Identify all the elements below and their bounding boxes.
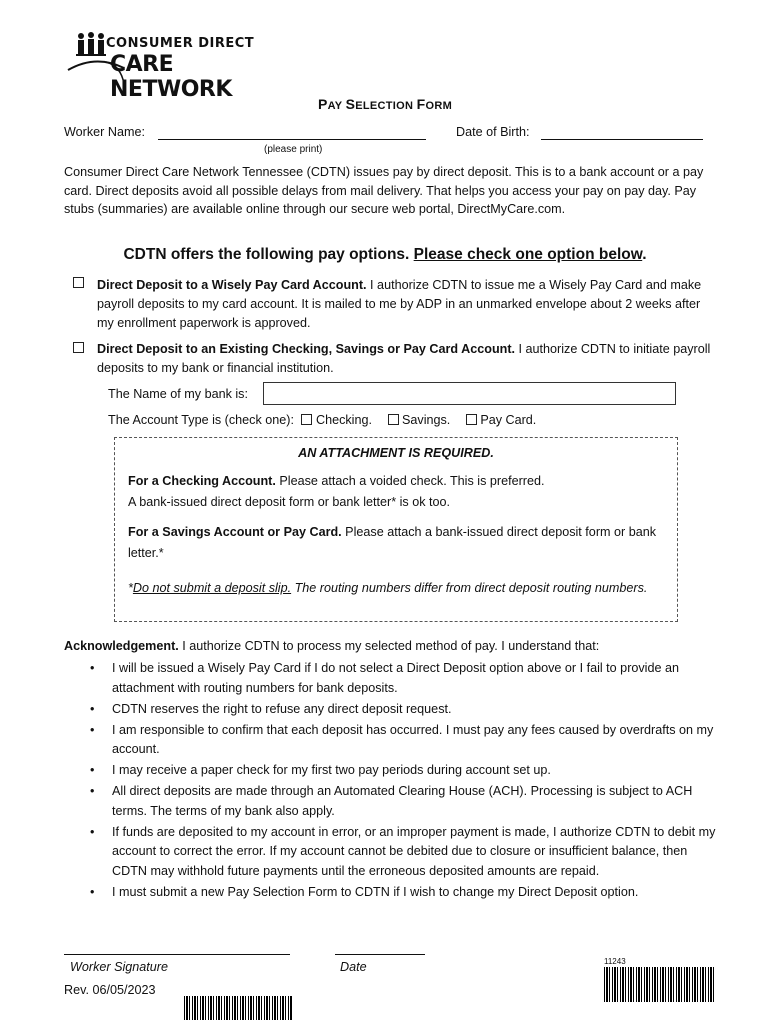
dob-field[interactable] [541, 124, 703, 140]
bank-name-input[interactable] [263, 382, 676, 405]
worker-name-label: Worker Name: [64, 125, 145, 139]
acknowledgement-list [64, 659, 716, 902]
page-title: PAY SELECTION FORM [317, 96, 453, 112]
savings-label: Savings. [402, 413, 451, 427]
bank-name-label: The Name of my bank is: [108, 387, 248, 401]
account-type-row [108, 411, 728, 430]
please-print-note: (please print) [264, 144, 323, 155]
deposit-slip-note: *Do not submit a deposit slip. The routing numbers differ from direct deposit routing numbers. [128, 581, 648, 595]
list-item: • All direct deposits are made through an Automated Clearing House (ACH). Processing is subject to ACH terms. The terms of my bank also apply. [64, 782, 716, 821]
signature-field[interactable] [64, 940, 290, 955]
option-existing-account-text: Direct Deposit to an Existing Checking, Savings or Pay Card Account. I authorize CDTN to initiate payroll deposits to my bank or financial institution. [97, 342, 711, 375]
option-wisely-text: Direct Deposit to a Wisely Pay Card Account. I authorize CDTN to issue me a Wisely Pay Card and make payroll deposits to my card account. It is mailed to me by ADP in an unmarked envelope about 2 weeks after my enrollment paperwork is approved. [97, 278, 702, 330]
list-item: • CDTN reserves the right to refuse any direct deposit request. [64, 700, 716, 720]
form-number: 11243 [604, 957, 626, 966]
date-field[interactable] [335, 940, 425, 955]
attachment-box [114, 437, 678, 622]
option-wisely-checkbox[interactable] [73, 277, 84, 288]
dob-label: Date of Birth: [456, 125, 530, 139]
list-item: • I may receive a paper check for my first two pay periods during account set up. [64, 761, 716, 781]
savings-checkbox[interactable] [388, 414, 399, 425]
option-existing-account-checkbox[interactable] [73, 342, 84, 353]
revision-date: Rev. 06/05/2023 [64, 983, 156, 997]
paycard-label: Pay Card. [480, 413, 537, 427]
logo [66, 30, 256, 102]
intro-paragraph: Consumer Direct Care Network Tennessee (CDTN) issues pay by direct deposit. This is to a bank account or a pay card. Direct deposits avoid all possible delays from mail delivery. That helps you access your pay on pay day. Pay stubs (summaries) are available online through our secure web portal, DirectMyCare.com. [64, 165, 704, 217]
options-heading: CDTN offers the following pay options. Please check one option below. [123, 246, 647, 263]
acknowledgement-intro: Acknowledgement. I authorize CDTN to process my selected method of pay. I understand that: [64, 639, 600, 653]
account-type-label: The Account Type is (check one): [108, 413, 294, 427]
attachment-heading: AN ATTACHMENT IS REQUIRED. [298, 446, 494, 460]
checking-instructions: For a Checking Account. Please attach a voided check. This is preferred. A bank-issued direct deposit form or bank letter* is ok too. [128, 474, 545, 509]
worker-name-field[interactable] [158, 124, 426, 140]
bottom-barcode [184, 996, 292, 1020]
savings-instructions: For a Savings Account or Pay Card. Please attach a bank-issued direct deposit form or bank letter.* [128, 525, 657, 560]
swoosh-icon [66, 56, 126, 86]
checking-checkbox[interactable] [301, 414, 312, 425]
people-icon [76, 32, 106, 58]
signature-label: Worker Signature [70, 960, 168, 974]
list-item: • If funds are deposited to my account in error, or an improper payment is made, I authorize CDTN to debit my account to correct the error. If my account cannot be debited due to closure or insufficient balance, then CDTN may withhold future payments until the erroneous deposited amounts are repaid. [64, 823, 716, 882]
list-item: • I must submit a new Pay Selection Form to CDTN if I wish to change my Direct Deposit option. [64, 883, 716, 903]
list-item: • I am responsible to confirm that each deposit has occurred. I must pay any fees caused by overdrafts on my account. [64, 721, 716, 760]
checking-label: Checking. [315, 413, 372, 427]
date-label: Date [340, 960, 367, 974]
list-item: • I will be issued a Wisely Pay Card if I do not select a Direct Deposit option above or I fail to provide an attachment with routing numbers for bank deposits. [64, 659, 716, 698]
paycard-checkbox[interactable] [466, 414, 477, 425]
form-barcode [604, 967, 714, 1002]
logo-line2: CARE NETWORK [110, 52, 232, 102]
logo-line1: CONSUMER DIRECT [106, 36, 255, 51]
